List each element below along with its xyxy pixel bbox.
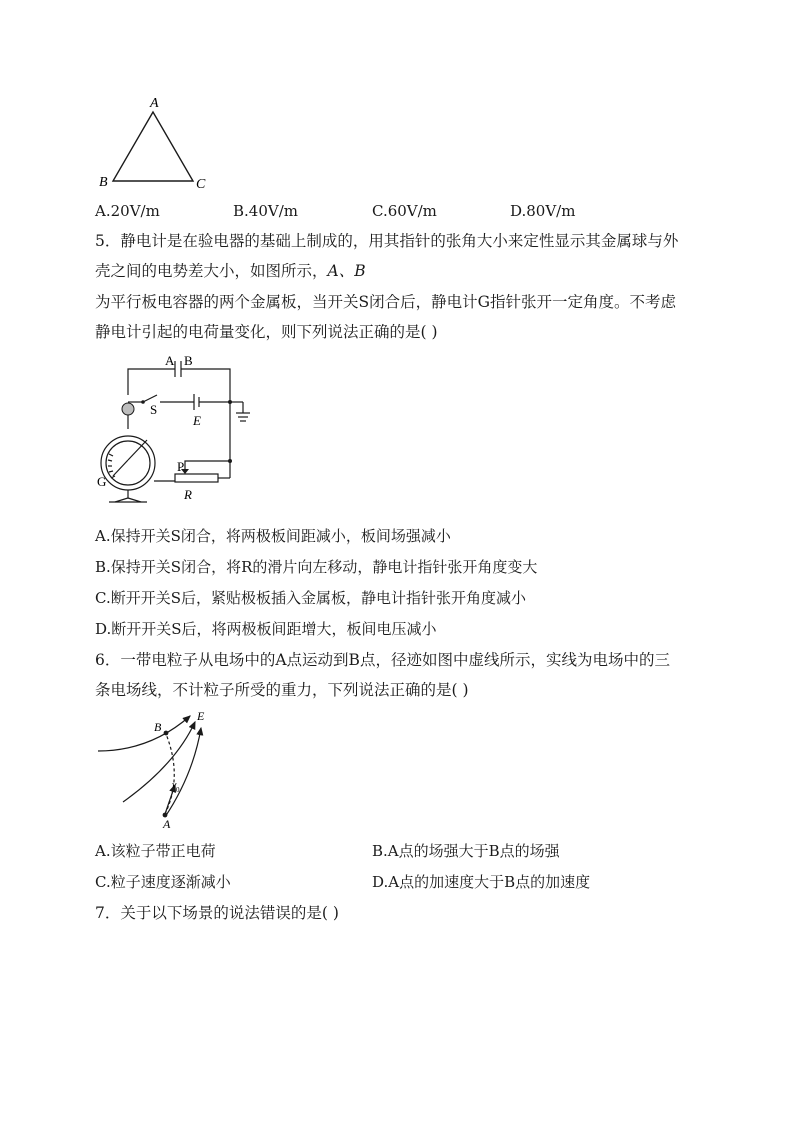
q5-option-b: B.保持开关S闭合，将R的滑片向左移动，静电计指针张开角度变大 (95, 558, 538, 576)
q5-stem-line2-text: 壳之间的电势差大小，如图所示， (95, 262, 328, 280)
q5-stem-line2 (95, 261, 366, 281)
battery-label-e: E (193, 413, 201, 428)
plate-label-a: A (165, 353, 175, 368)
q6-option-b: B.A点的场强大于B点的场强 (372, 842, 560, 860)
resistor-label-r: R (184, 487, 192, 502)
q5-stem-line2-vars: A、B (327, 262, 366, 280)
electroscope-label-g: G (97, 474, 107, 489)
circuit-figure (95, 350, 265, 510)
velocity-label-subscript: 0 (176, 786, 180, 794)
q5-stem-line1: 5．静电计是在验电器的基础上制成的，用其指针的张角大小来定性显示其金属球与外 (95, 232, 679, 250)
field-line-1 (98, 716, 190, 751)
point-label-a: A (163, 817, 171, 830)
q5-option-a: A.保持开关S闭合，将两极板间距减小，板间场强减小 (95, 527, 451, 545)
q6-option-d: D.A点的加速度大于B点的加速度 (372, 873, 591, 891)
line-label-e: E (197, 709, 205, 723)
q4-option-c: C.60V/m (372, 202, 437, 220)
q4-option-b: B.40V/m (233, 202, 298, 220)
q4-option-a: A.20V/m (95, 202, 160, 220)
q6-option-a: A.该粒子带正电荷 (95, 842, 216, 860)
point-b-dot (164, 731, 169, 736)
triangle-figure (95, 92, 215, 192)
q4-option-d: D.80V/m (510, 202, 576, 220)
junction-dot-1 (228, 400, 232, 404)
q5-stem-line4: 静电计引起的电荷量变化，则下列说法正确的是( ) (95, 323, 438, 341)
switch-contact (141, 400, 145, 404)
vertex-label-c: C (196, 177, 206, 192)
q6-stem-line2: 条电场线，不计粒子所受的重力，下列说法正确的是( ) (95, 681, 469, 699)
field-line-3 (165, 728, 201, 817)
electroscope-ball (122, 403, 134, 415)
q5-option-d: D.断开开关S后，将两极板间距增大，板间电压减小 (95, 620, 437, 638)
switch-label-s: S (150, 402, 158, 417)
q5-option-c: C.断开开关S后，紧贴极板插入金属板，静电计指针张开角度减小 (95, 589, 526, 607)
triangle-abc (113, 112, 193, 181)
field-line-2 (123, 722, 195, 802)
plate-label-b: B (184, 353, 193, 368)
q6-option-c: C.粒子速度逐渐减小 (95, 873, 231, 891)
velocity-label-v: v (172, 780, 177, 791)
junction-dot-2 (228, 459, 232, 463)
q5-stem-line3: 为平行板电容器的两个金属板，当开关S闭合后，静电计G指针张开一定角度。不考虑 (95, 293, 677, 311)
q7-stem-line1: 7．关于以下场景的说法错误的是( ) (95, 904, 339, 922)
slider-label-p: P (177, 459, 185, 474)
q6-stem-line1: 6．一带电粒子从电场中的A点运动到B点，径迹如图中虚线所示，实线为电场中的三 (95, 651, 670, 669)
vertex-label-a: A (150, 96, 159, 111)
vertex-label-b: B (99, 175, 108, 190)
field-lines-figure (95, 705, 225, 830)
point-label-b: B (154, 720, 162, 734)
